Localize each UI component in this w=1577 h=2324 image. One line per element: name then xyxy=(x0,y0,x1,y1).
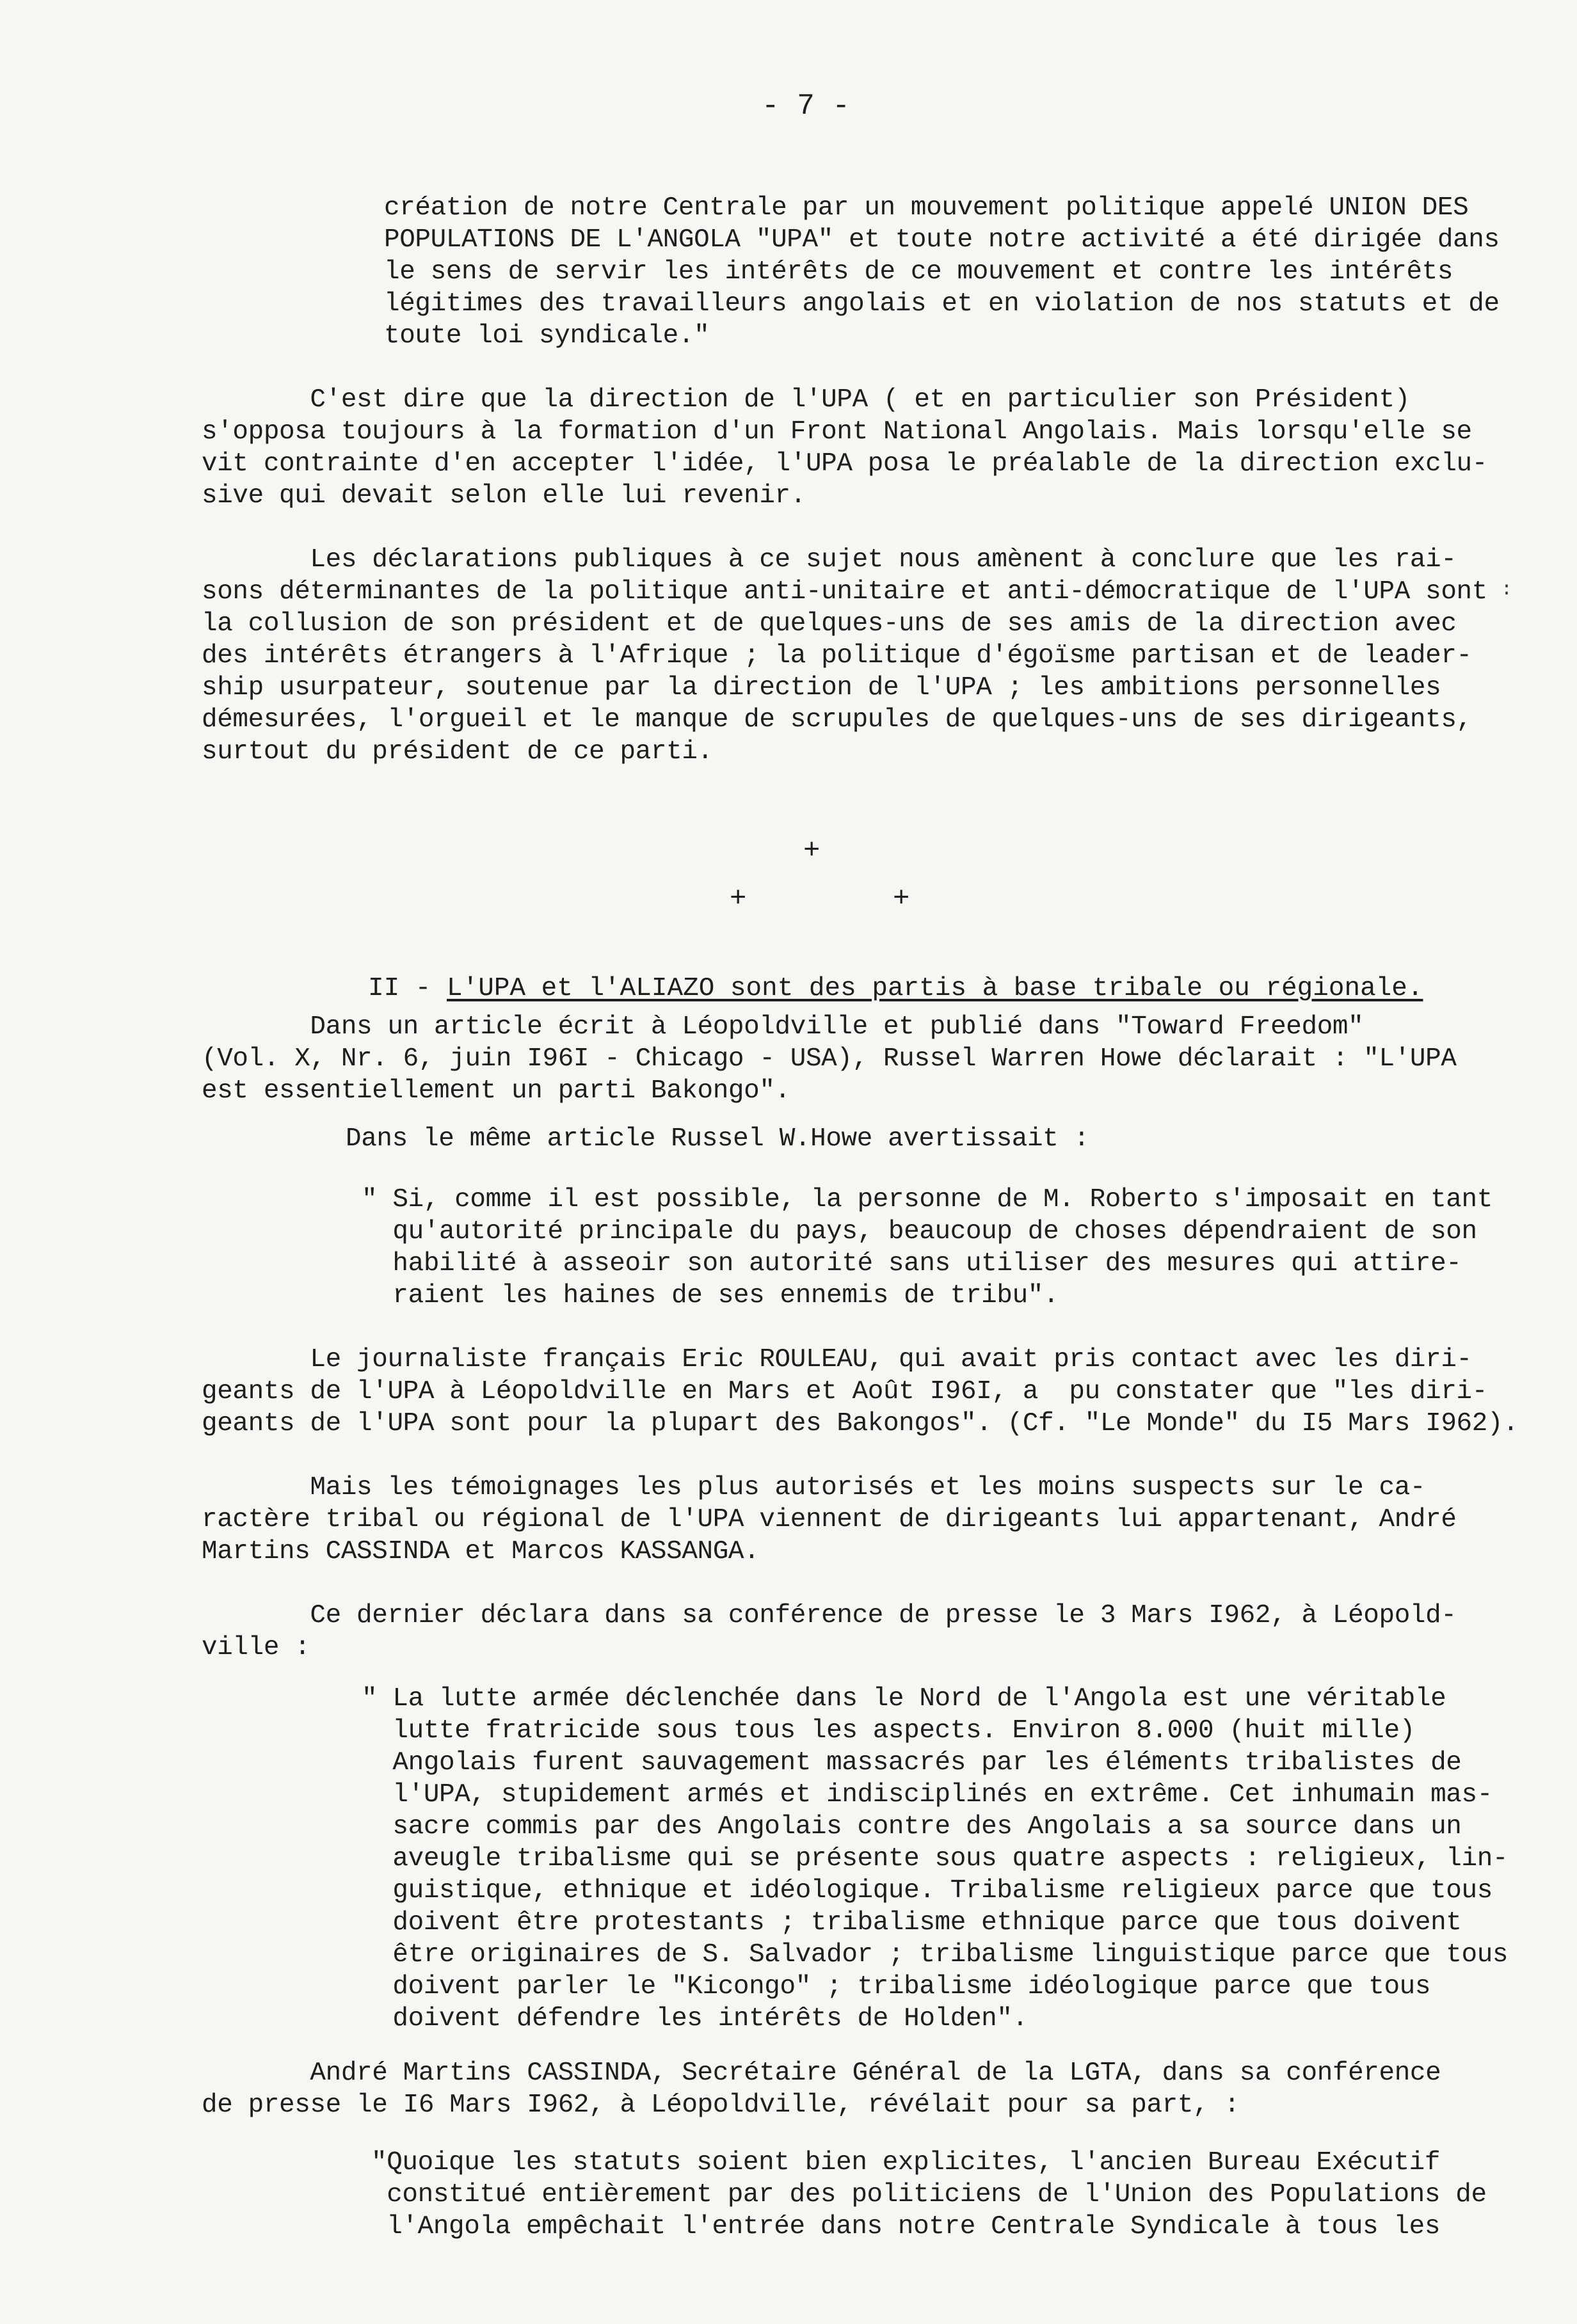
paragraph-kassanga-conference: Ce dernier déclara dans sa conférence de presse le 3 Mars I962, à Léopold- ville : xyxy=(202,1601,1457,1662)
separator-plus-right: + xyxy=(893,883,910,915)
separator-plus-top: + xyxy=(803,835,821,867)
paragraph-toward-freedom: Dans un article écrit à Léopoldville et publié dans "Toward Freedom" (Vol. X, Nr. 6, juin I96I - Chicago - USA), Russel Warren Howe déclarait : "L'UPA est essentiellement un parti Bakongo". xyxy=(202,1012,1457,1106)
section-heading-title: L'UPA et l'ALIAZO sont des partis à base tribale ou régionale. xyxy=(447,974,1423,1003)
paragraph-testimonies: Mais les témoignages les plus autorisés et les moins suspects sur le ca- ractère tribal ou régional de l'UPA viennent de dirigeants lui appartenant, André Martins CASSINDA et Marcos KASSANGA. xyxy=(202,1473,1457,1566)
quote-howe: " Si, comme il est possible, la personne de M. Roberto s'imposait en tant qu'autorité principale du pays, beaucoup de choses dépendraient de son habilité à asseoir son autorité sans utiliser des mesures qui attire- raient les haines de ses ennemis de tribu". xyxy=(362,1185,1493,1310)
section-heading xyxy=(368,973,1423,1005)
margin-mark: : xyxy=(1501,579,1513,601)
paragraph-howe-warning: Dans le même article Russel W.Howe avertissait : xyxy=(346,1124,1089,1154)
paragraph-rouleau: Le journaliste français Eric ROULEAU, qui avait pris contact avec les diri- geants de l'UPA à Léopoldville en Mars et Août I96I, a pu constater que "les diri- geants de l'UPA sont pour la plupart des Bakongos". (Cf. "Le Monde" du I5 Mars I962). xyxy=(202,1345,1519,1438)
paragraph-public-declarations: Les déclarations publiques à ce sujet nous amènent à conclure que les rai- sons déterminantes de la politique anti-unitaire et anti-démocratique de l'UPA sont la collusion de son président et de quelques-uns de ses amis de la direction avec des intérêts étrangers à l'Afrique ; la politique d'égoïsme partisan et de leader- ship usurpateur, soutenue par la direction de l'UPA ; les ambitions personnelles démesurées, l'orgueil et le manque de scrupules de quelques-uns de ses dirigeants, surtout du président de ce parti. xyxy=(202,545,1487,767)
page-number: - 7 - xyxy=(762,90,851,123)
quote-kassanga: " La lutte armée déclenchée dans le Nord de l'Angola est une véritable lutte fratricide sous tous les aspects. Environ 8.000 (huit mille) Angolais furent sauvagement massacrés par les éléments tribalistes de l'UPA, stupidement armés et indisciplinés en extrême. Cet inhumain mas- sacre commis par des Angolais contre des Angolais a sa source dans un aveugle tribalisme qui se présente sous quatre aspects : religieux, lin- guistique, ethnique et idéologique. Tribalisme religieux parce que tous doivent être protestants ; tribalisme ethnique parce que tous doivent être originaires de S. Salvador ; tribalisme linguistique parce que tous doivent parler le "Kicongo" ; tribalisme idéologique parce que tous doivent défendre les intérêts de Holden". xyxy=(362,1684,1509,2034)
separator-plus-left: + xyxy=(730,883,747,915)
paragraph-cassinda-conference: André Martins CASSINDA, Secrétaire Général de la LGTA, dans sa conférence de presse le I6 Mars I962, à Léopoldville, révélait pour sa part, : xyxy=(202,2058,1441,2120)
quote-cassinda: "Quoique les statuts soient bien explicites, l'ancien Bureau Exécutif constitué entièrement par des politiciens de l'Union des Populations de l'Angola empêchait l'entrée dans notre Centrale Syndicale à tous les xyxy=(371,2148,1487,2241)
section-heading-number: II - xyxy=(368,974,447,1003)
paragraph-upa-direction: C'est dire que la direction de l'UPA ( et en particulier son Président) s'opposa toujours à la formation d'un Front National Angolais. Mais lorsqu'elle se vit contrainte d'en accepter l'idée, l'UPA posa le préalable de la direction exclu- sive qui devait selon elle lui revenir. xyxy=(202,385,1487,511)
paragraph-quote-continuation: création de notre Centrale par un mouvement politique appelé UNION DES POPULATIONS DE L'ANGOLA "UPA" et toute notre activité a été dirigée dans le sens de servir les intérêts de ce mouvement et contre les intérêts légitimes des travailleurs angolais et en violation de nos statuts et de toute loi syndicale." xyxy=(384,193,1500,351)
